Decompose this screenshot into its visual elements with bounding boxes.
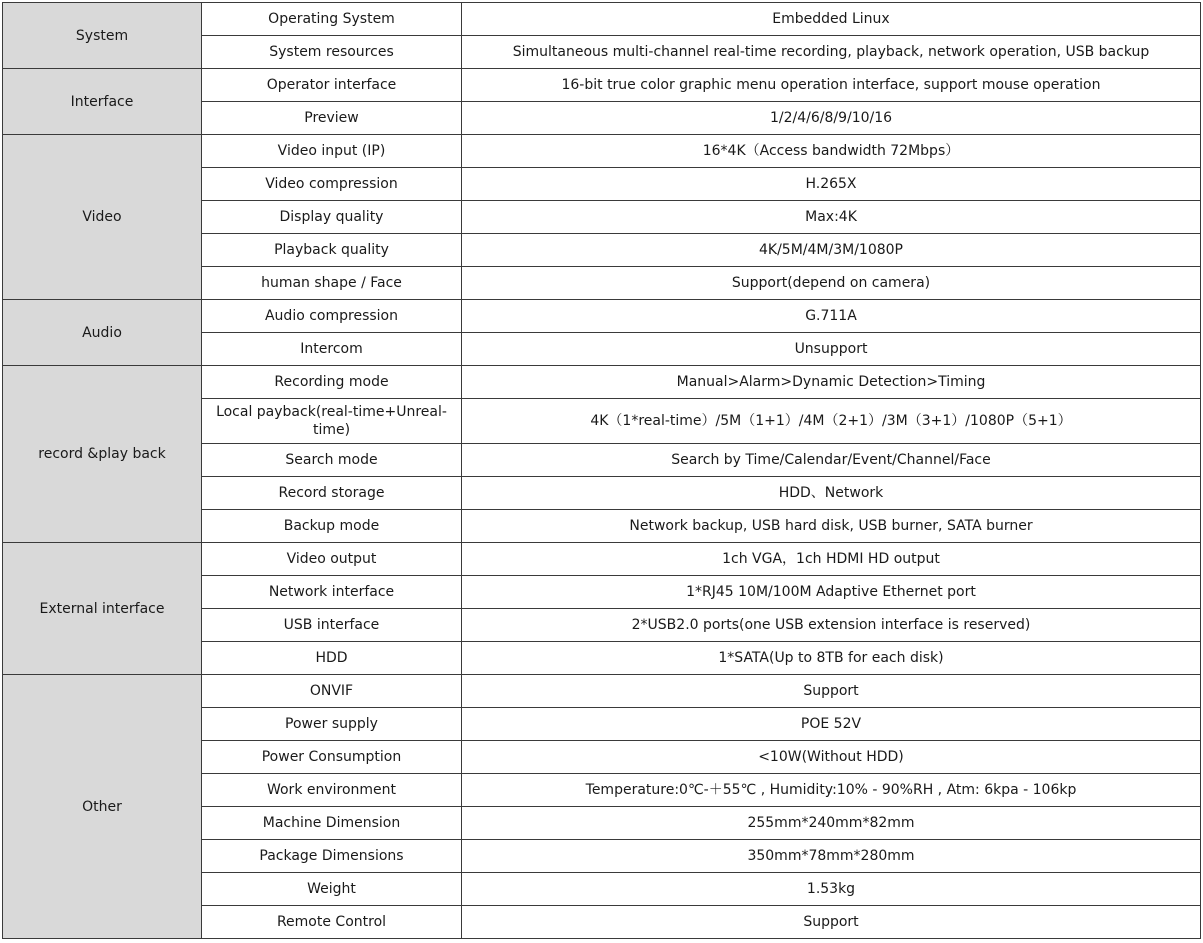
spec-name: Machine Dimension: [202, 807, 462, 840]
spec-value: G.711A: [462, 300, 1201, 333]
spec-name: USB interface: [202, 609, 462, 642]
category-cell: Other: [3, 675, 202, 939]
spec-value: 1*SATA(Up to 8TB for each disk): [462, 642, 1201, 675]
spec-value: Network backup, USB hard disk, USB burner, SATA burner: [462, 510, 1201, 543]
spec-name: Video output: [202, 543, 462, 576]
table-row: [3, 675, 1201, 708]
spec-name: Power supply: [202, 708, 462, 741]
spec-name: Weight: [202, 873, 462, 906]
spec-value: 4K（1*real-time）/5M（1+1）/4M（2+1）/3M（3+1）/1080P（5+1）: [462, 399, 1201, 444]
spec-name: System resources: [202, 36, 462, 69]
spec-name: human shape / Face: [202, 267, 462, 300]
spec-name: Preview: [202, 102, 462, 135]
spec-value: POE 52V: [462, 708, 1201, 741]
table-row: [3, 543, 1201, 576]
spec-name: Operating System: [202, 3, 462, 36]
spec-name: Intercom: [202, 333, 462, 366]
spec-value: Support: [462, 675, 1201, 708]
spec-name: Network interface: [202, 576, 462, 609]
spec-name: Video compression: [202, 168, 462, 201]
spec-name: ONVIF: [202, 675, 462, 708]
spec-value: 16-bit true color graphic menu operation interface, support mouse operation: [462, 69, 1201, 102]
spec-name: Record storage: [202, 477, 462, 510]
spec-name: Display quality: [202, 201, 462, 234]
spec-value: 255mm*240mm*82mm: [462, 807, 1201, 840]
table-row: [3, 3, 1201, 36]
spec-name: Power Consumption: [202, 741, 462, 774]
spec-value: Manual>Alarm>Dynamic Detection>Timing: [462, 366, 1201, 399]
spec-name: Video input (IP): [202, 135, 462, 168]
spec-name: Remote Control: [202, 906, 462, 939]
spec-value: Max:4K: [462, 201, 1201, 234]
spec-table: [2, 2, 1201, 939]
spec-name: Search mode: [202, 444, 462, 477]
table-row: [3, 69, 1201, 102]
spec-value: Search by Time/Calendar/Event/Channel/Face: [462, 444, 1201, 477]
spec-name: Package Dimensions: [202, 840, 462, 873]
spec-value: 1/2/4/6/8/9/10/16: [462, 102, 1201, 135]
spec-value: 1.53kg: [462, 873, 1201, 906]
spec-name: Playback quality: [202, 234, 462, 267]
spec-name: HDD: [202, 642, 462, 675]
spec-value: 1ch VGA，1ch HDMI HD output: [462, 543, 1201, 576]
spec-name: Backup mode: [202, 510, 462, 543]
spec-value: Temperature:0℃-＋55℃ , Humidity:10% - 90%RH , Atm: 6kpa - 106kp: [462, 774, 1201, 807]
spec-value: Support(depend on camera): [462, 267, 1201, 300]
spec-value: H.265X: [462, 168, 1201, 201]
spec-value: Support: [462, 906, 1201, 939]
spec-value: 4K/5M/4M/3M/1080P: [462, 234, 1201, 267]
spec-value: HDD、Network: [462, 477, 1201, 510]
category-cell: Interface: [3, 69, 202, 135]
table-row: [3, 366, 1201, 399]
table-row: [3, 300, 1201, 333]
spec-value: <10W(Without HDD): [462, 741, 1201, 774]
spec-value: 350mm*78mm*280mm: [462, 840, 1201, 873]
category-cell: External interface: [3, 543, 202, 675]
category-cell: Video: [3, 135, 202, 300]
category-cell: record &play back: [3, 366, 202, 543]
spec-value: 2*USB2.0 ports(one USB extension interface is reserved): [462, 609, 1201, 642]
spec-name: Recording mode: [202, 366, 462, 399]
spec-name: Work environment: [202, 774, 462, 807]
category-cell: System: [3, 3, 202, 69]
spec-value: 1*RJ45 10M/100M Adaptive Ethernet port: [462, 576, 1201, 609]
spec-name: Local payback(real-time+Unreal-time): [202, 399, 462, 444]
table-row: [3, 135, 1201, 168]
spec-value: Simultaneous multi-channel real-time recording, playback, network operation, USB backup: [462, 36, 1201, 69]
spec-value: Embedded Linux: [462, 3, 1201, 36]
category-cell: Audio: [3, 300, 202, 366]
spec-name: Operator interface: [202, 69, 462, 102]
spec-name: Audio compression: [202, 300, 462, 333]
spec-value: 16*4K（Access bandwidth 72Mbps）: [462, 135, 1201, 168]
spec-value: Unsupport: [462, 333, 1201, 366]
